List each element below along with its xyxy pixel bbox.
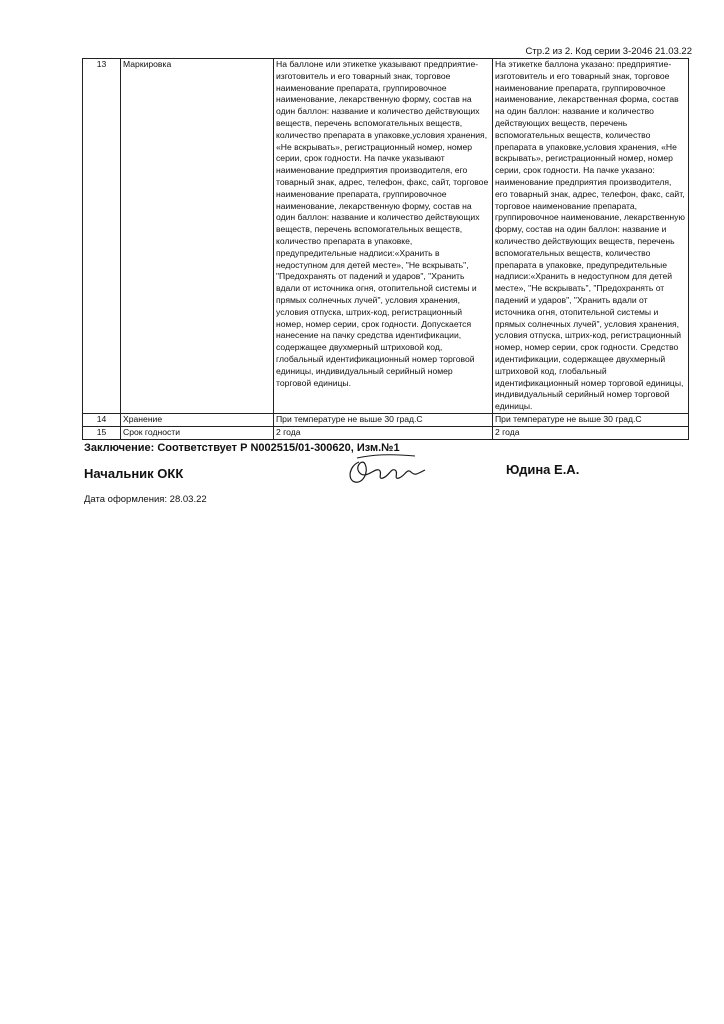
signature: [345, 450, 445, 492]
row-result: При температуре не выше 30 град.С: [493, 413, 689, 426]
table-row: [83, 426, 689, 439]
row-requirement: На баллоне или этикетке указывают предприятие-изготовитель и его товарный знак, торговое наименование препарата, группировочное наименование, лекарственную форму, состав на один баллон: название и количество действующих веществ, перечень вспомогательных веществ, количество препарата в упаковке,условия хранения, «Не вскрывать», регистрационный номер, номер серии, срок годности. На пачке указывают наименование предприятия производителя, его товарный знак, адрес, телефон, факс, сайт, торговое наименование препарата, группировочное наименование, лекарственную форму, состав на один баллон: название и количество действующих веществ, перечень вспомогательных веществ, количество препарата в упаковке, предупредительные надписи:«Хранить в недоступном для детей месте», "Не вскрывать", "Предохранять от падений и ударов", "Хранить вдали от источника огня, отопительной системы и прямых солнечных лучей", условия хранения, условия отпуска, штрих-код, регистрационный номер, номер серии, срок годности. Допускается нанесение на пачку средства идентификации, содержащее двухмерный штриховой код, глобальный идентификационный номер торговой единицы, индивидуальный серийный номер торговой единицы.: [274, 59, 493, 414]
conclusion: Заключение: Соответствует Р N002515/01-300620, Изм.№1: [84, 442, 400, 454]
position-title: Начальник ОКК: [84, 466, 184, 481]
table-row: [83, 59, 689, 414]
row-parameter: Маркировка: [121, 59, 274, 414]
table-row: [83, 413, 689, 426]
page-header: Стр.2 из 2. Код серии 3-2046 21.03.22: [525, 46, 692, 57]
row-number: 14: [83, 413, 121, 426]
row-parameter: Хранение: [121, 413, 274, 426]
row-number: 13: [83, 59, 121, 414]
issue-date: Дата оформления: 28.03.22: [84, 494, 207, 505]
specification-table: [82, 58, 689, 440]
row-requirement: При температуре не выше 30 град.С: [274, 413, 493, 426]
row-number: 15: [83, 426, 121, 439]
row-requirement: 2 года: [274, 426, 493, 439]
row-parameter: Срок годности: [121, 426, 274, 439]
row-result: На этикетке баллона указано: предприятие-изготовитель и его товарный знак, торговое наименование препарата, группировочное наименование, лекарственная форма, состав на один баллон: название и количество действующих веществ, перечень вспомогательных веществ, количество препарата в упаковке,условия хранения, «Не вскрывать», регистрационный номер, номер серии, срок годности. На пачке указано: наименование предприятия производителя, его товарный знак, адрес, телефон, факс, сайт, торговое наименование препарата, группировочное наименование, лекарственную форму, состав на один баллон: название и количество действующих веществ, перечень вспомогательных веществ, количество препарата в упаковке, предупредительные надписи:«Хранить в недоступном для детей месте», "Не вскрывать", "Предохранять от падений и ударов", "Хранить вдали от источника огня, отопительной системы и прямых солнечных лучей", условия хранения, условия отпуска, штрих-код, регистрационный номер, номер серии, срок годности. Средство идентификации, содержащее двухмерный штриховой код, глобальный идентификационный номер торговой единицы, индивидуальный серийный номер торговой единицы.: [493, 59, 689, 414]
row-result: 2 года: [493, 426, 689, 439]
signer-name: Юдина Е.А.: [506, 462, 580, 477]
